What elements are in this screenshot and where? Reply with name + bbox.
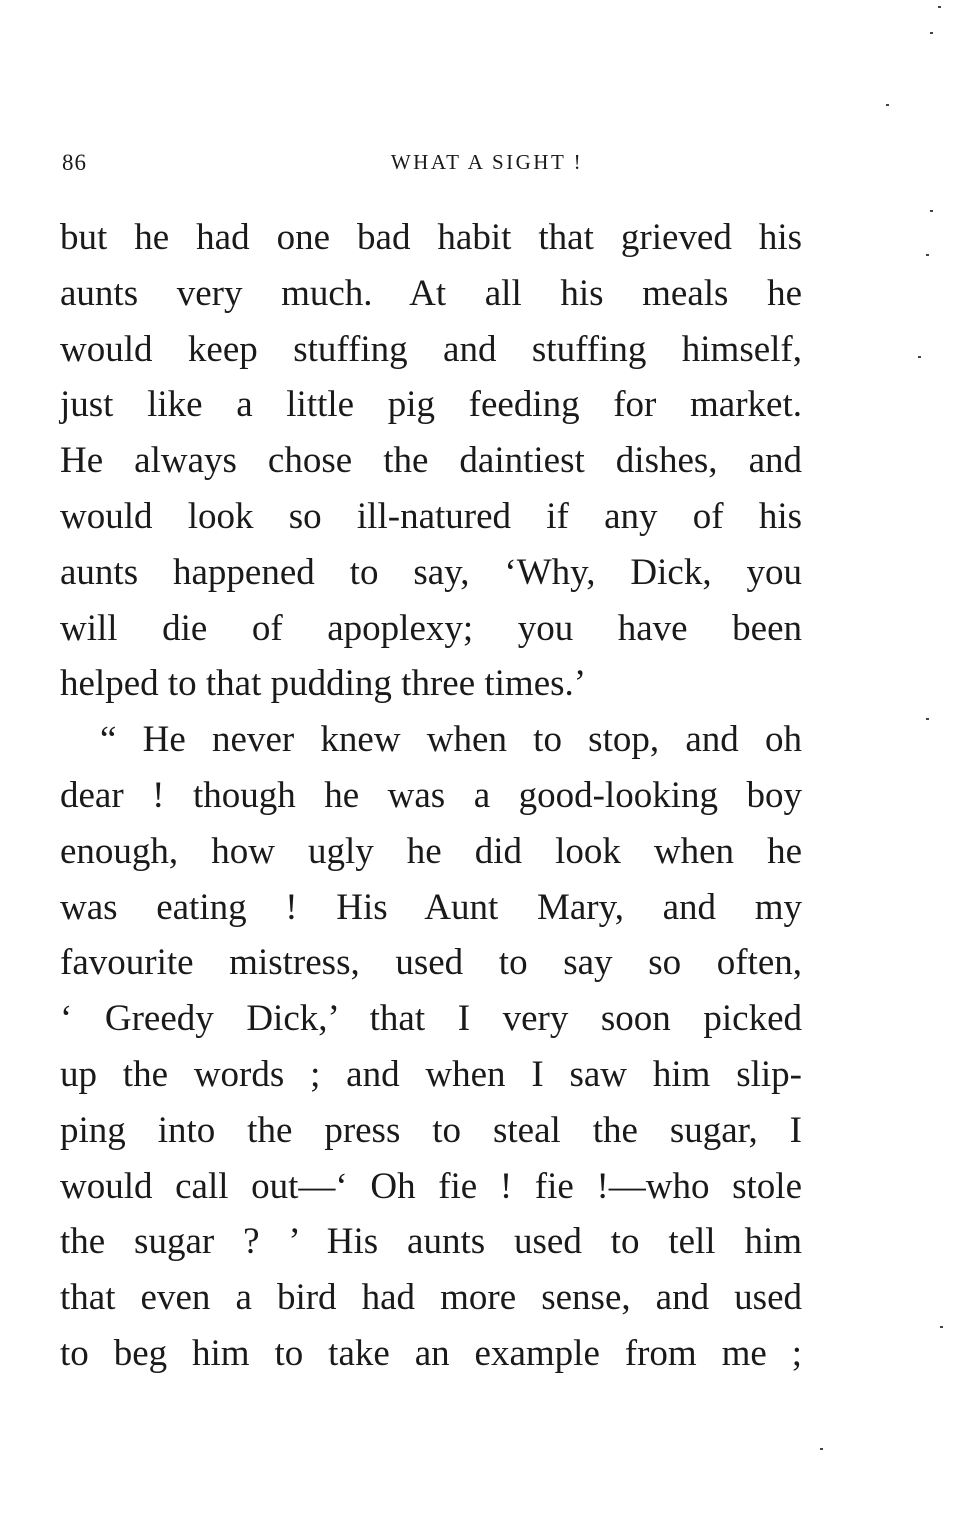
text-line: ping into the press to steal the sugar, I <box>60 1109 802 1151</box>
body-text <box>60 210 802 1382</box>
text-line: the sugar ? ’ His aunts used to tell him <box>60 1221 802 1263</box>
text-line: aunts happened to say, ‘Why, Dick, you <box>60 551 802 593</box>
text-line: but he had one bad habit that grieved his <box>60 217 802 258</box>
scan-speck <box>886 104 889 106</box>
text-line: enough, how ugly he did look when he <box>60 830 802 872</box>
text-line: up the words ; and when I saw him slip- <box>60 1053 802 1095</box>
scan-speck <box>930 32 933 34</box>
scan-speck <box>918 356 921 358</box>
scan-speck <box>926 718 929 720</box>
text-line: was eating ! His Aunt Mary, and my <box>60 886 802 928</box>
text-line: just like a little pig feeding for market. <box>60 384 802 426</box>
text-line: would keep stuffing and stuffing himself, <box>60 328 802 370</box>
text-line: would call out—‘ Oh fie ! fie !—who stole <box>60 1165 802 1207</box>
text-line: that even a bird had more sense, and used <box>60 1277 802 1319</box>
text-line: ‘ Greedy Dick,’ that I very soon picked <box>60 998 802 1040</box>
scan-speck <box>820 1448 823 1450</box>
text-line: favourite mistress, used to say so often, <box>60 942 802 984</box>
paragraph-end-line: helped to that pudding three times.’ <box>60 663 587 705</box>
text-line: dear ! though he was a good-looking boy <box>60 774 802 816</box>
text-line: He always chose the daintiest dishes, and <box>60 440 802 482</box>
text-line: will die of apoplexy; you have been <box>60 607 802 649</box>
running-head <box>62 150 802 180</box>
scan-speck <box>938 6 941 8</box>
text-line: to beg him to take an example from me ; <box>60 1332 802 1374</box>
page-number: 86 <box>62 150 87 175</box>
scan-speck <box>940 1326 943 1328</box>
running-title: WHAT A SIGHT ! <box>390 150 584 174</box>
text-line: would look so ill-natured if any of his <box>60 495 802 537</box>
scan-speck <box>930 210 933 212</box>
scan-speck <box>926 254 929 256</box>
paragraph-start-line: “ He never knew when to stop, and oh <box>100 719 802 761</box>
text-line: aunts very much. At all his meals he <box>60 272 802 314</box>
